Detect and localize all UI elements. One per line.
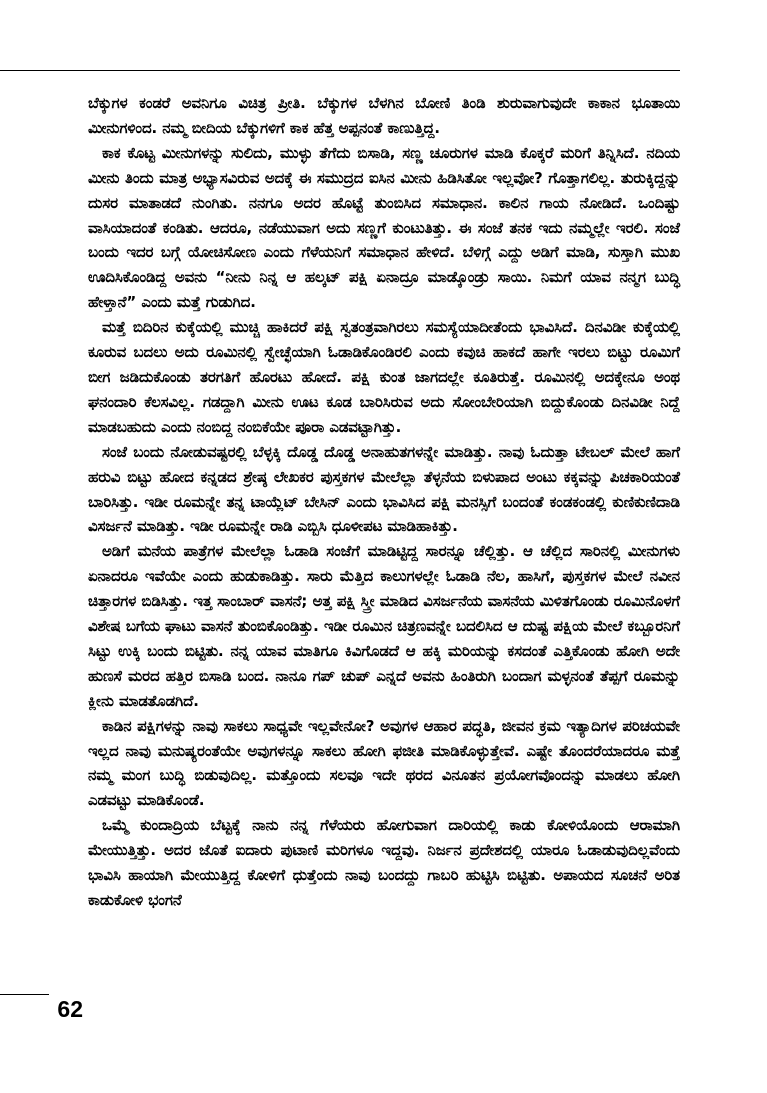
footer-rule	[0, 994, 49, 995]
paragraph: ಸಂಜೆ ಬಂದು ನೋಡುವಷ್ಟರಲ್ಲಿ ಬೆಳ್ಳಕ್ಕಿ ದೊಡ್ಡ ದೊಡ್ಡ ಅನಾಹುತಗಳನ್ನೇ ಮಾಡಿತ್ತು. ನಾವು ಓದುತ್ತಾ ಟೇಬಲ್ ಮೇಲೆ ಹಾಗೆ ಹರುವಿ ಬಿಟ್ಟು ಹೋದ ಕನ್ನಡದ ಶ್ರೇಷ್ಠ ಲೇಖಕರ ಪುಸ್ತಕಗಳ ಮೇಲೆಲ್ಲಾ ತೆಳ್ಳನೆಯ ಬಿಳುಪಾದ ಅಂಟು ಕಕ್ಕವನ್ನು ಪಿಚಕಾರಿಯಂತೆ ಬಾರಿಸಿತ್ತು. ಇಡೀ ರೂಮನ್ನೇ ತನ್ನ ಟಾಯ್ಲೆಟ್ ಬೇಸಿನ್ ಎಂದು ಭಾವಿಸಿದ ಪಕ್ಷಿ ಮನಸ್ಸಿಗೆ ಬಂದಂತೆ ಕಂಡಕಂಡಲ್ಲಿ ಕುಣಿಕುಣಿದಾಡಿ ವಿಸರ್ಜನೆ ಮಾಡಿತ್ತು. ಇಡೀ ರೂಮನ್ನೇ ರಾಡಿ ಎಬ್ಬಿಸಿ ಧೂಳೀಪಟ ಮಾಡಿಹಾಕಿತ್ತು.	[88, 443, 680, 536]
paragraph: ಮತ್ತೆ ಬಿದಿರಿನ ಕುಕ್ಕೆಯಲ್ಲಿ ಮುಚ್ಚಿ ಹಾಕಿದರೆ ಪಕ್ಷಿ ಸ್ವತಂತ್ರವಾಗಿರಲು ಸಮಸ್ಯೆಯಾದೀತೆಂದು ಭಾವಿಸಿದೆ. ದಿನವಿಡೀ ಕುಕ್ಕೆಯಲ್ಲಿ ಕೂರುವ ಬದಲು ಅದು ರೂಮಿನಲ್ಲಿ ಸ್ವೇಚ್ಛೆಯಾಗಿ ಓಡಾಡಿಕೊಂಡಿರಲಿ ಎಂದು ಕವುಚಿ ಹಾಕದೆ ಹಾಗೇ ಇರಲು ಬಿಟ್ಟು ರೂಮಿಗೆ ಬೀಗ ಜಡಿದುಕೊಂಡು ತರಗತಿಗೆ ಹೊರಟು ಹೋದೆ. ಪಕ್ಷಿ ಕುಂತ ಜಾಗದಲ್ಲೇ ಕೂತಿರುತ್ತೆ. ರೂಮಿನಲ್ಲಿ ಅದಕ್ಕೇನೂ ಅಂಥ ಘನಂದಾರಿ ಕೆಲಸವಿಲ್ಲ. ಗಡದ್ದಾಗಿ ಮೀನು ಊಟ ಕೂಡ ಬಾರಿಸಿರುವ ಅದು ಸೋಂಬೇರಿಯಾಗಿ ಬಿದ್ದುಕೊಂಡು ದಿನವಿಡೀ ನಿದ್ದೆ ಮಾಡಬಹುದು ಎಂದು ನಂಬಿದ್ದ ನಂಬಿಕೆಯೇ ಪೂರಾ ಎಡವಟ್ಟಾಗಿತ್ತು.	[88, 319, 680, 436]
paragraph: ಬೆಕ್ಕುಗಳ ಕಂಡರೆ ಅವನಿಗೂ ವಿಚಿತ್ರ ಪ್ರೀತಿ. ಬೆಕ್ಕುಗಳ ಬೆಳಗಿನ ಬೋಣಿ ತಿಂಡಿ ಶುರುವಾಗುವುದೇ ಕಾಕಾನ ಭೂತಾಯಿ ಮೀನುಗಳಿಂದ. ನಮ್ಮ ಬೀದಿಯ ಬೆಕ್ಕುಗಳಿಗೆ ಕಾಕ ಹೆತ್ತ ಅಪ್ಪನಂತೆ ಕಾಣುತ್ತಿದ್ದ.	[88, 95, 680, 137]
header-rule	[0, 70, 680, 71]
paragraph: ಅಡಿಗೆ ಮನೆಯ ಪಾತ್ರೆಗಳ ಮೇಲೆಲ್ಲಾ ಓಡಾಡಿ ಸಂಜೆಗೆ ಮಾಡಿಟ್ಟಿದ್ದ ಸಾರನ್ನೂ ಚೆಲ್ಲಿತ್ತು. ಆ ಚೆಲ್ಲಿದ ಸಾರಿನಲ್ಲಿ ಮೀನುಗಳು ಏನಾದರೂ ಇವೆಯೇ ಎಂದು ಹುಡುಕಾಡಿತ್ತು. ಸಾರು ಮೆತ್ತಿದ ಕಾಲುಗಳಲ್ಲೇ ಓಡಾಡಿ ನೆಲ, ಹಾಸಿಗೆ, ಪುಸ್ತಕಗಳ ಮೇಲೆ ನವೀನ ಚಿತ್ತಾರಗಳ ಬಿಡಿಸಿತ್ತು. ಇತ್ತ ಸಾಂಬಾರ್ ವಾಸನೆ; ಅತ್ತ ಪಕ್ಷಿ ಸ್ತ್ರೀ ಮಾಡಿದ ವಿಸರ್ಜನೆಯ ವಾಸನೆಯ ಮಿಳಿತಗೊಂಡು ರೂಮಿನೊಳಗೆ ವಿಶೇಷ ಬಗೆಯ ಘಾಟು ವಾಸನೆ ತುಂಬಿಕೊಂಡಿತ್ತು. ಇಡೀ ರೂಮಿನ ಚಿತ್ರಣವನ್ನೇ ಬದಲಿಸಿದ ಆ ದುಷ್ಟ ಪಕ್ಷಿಯ ಮೇಲೆ ಕಬ್ಬೂರನಿಗೆ ಸಿಟ್ಟು ಉಕ್ಕಿ ಬಂದು ಬಿಟ್ಟಿತು. ನನ್ನ ಯಾವ ಮಾತಿಗೂ ಕಿವಿಗೊಡದೆ ಆ ಹಕ್ಕಿ ಮರಿಯನ್ನು ಕಸದಂತೆ ಎತ್ತಿಕೊಂಡು ಹೋಗಿ ಅದೇ ಹುಣಸೆ ಮರದ ಹತ್ತಿರ ಬಿಸಾಡಿ ಬಂದ. ನಾನೂ ಗಪ್ ಚುಪ್ ಎನ್ನದೆ ಅವನು ಹಿಂತಿರುಗಿ ಬಂದಾಗ ಮಳ್ಳನಂತೆ ತೆಪ್ಪಗೆ ರೂಮನ್ನು ಕ್ಲೀನು ಮಾಡತೊಡಗಿದೆ.	[88, 543, 680, 710]
paragraph: ಕಾಕ ಕೊಟ್ಟ ಮೀನುಗಳನ್ನು ಸುಲಿದು, ಮುಳ್ಳು ತೆಗೆದು ಬಿಸಾಡಿ, ಸಣ್ಣ ಚೂರುಗಳ ಮಾಡಿ ಕೊಕ್ಕರೆ ಮರಿಗೆ ತಿನ್ನಿಸಿದೆ. ನದಿಯ ಮೀನು ತಿಂದು ಮಾತ್ರ ಅಭ್ಯಾಸವಿರುವ ಅದಕ್ಕೆ ಈ ಸಮುದ್ರದ ಐಸಿನ ಮೀನು ಹಿಡಿಸಿತೋ ಇಲ್ಲವೋ? ಗೊತ್ತಾಗಲಿಲ್ಲ. ತುರುಕ್ಕಿದ್ದನ್ನು ದುಸರ ಮಾತಾಡದೆ ನುಂಗಿತು. ನನಗೂ ಅದರ ಹೊಟ್ಟೆ ತುಂಬಿಸಿದ ಸಮಾಧಾನ. ಕಾಲಿನ ಗಾಯ ನೋಡಿದೆ. ಒಂದಿಷ್ಟು ವಾಸಿಯಾದಂತೆ ಕಂಡಿತು. ಆದರೂ, ನಡೆಯುವಾಗ ಅದು ಸಣ್ಣಗೆ ಕುಂಟುತಿತ್ತು. ಈ ಸಂಜೆ ತನಕ ಇದು ನಮ್ಮಲ್ಲೇ ಇರಲಿ. ಸಂಜೆ ಬಂದು ಇದರ ಬಗ್ಗೆ ಯೋಚಿಸೋಣ ಎಂದು ಗೆಳೆಯನಿಗೆ ಸಮಾಧಾನ ಹೇಳಿದೆ. ಬೆಳಿಗ್ಗೆ ಎದ್ದು ಅಡಿಗೆ ಮಾಡಿ, ಸುಸ್ತಾಗಿ ಮುಖ ಊದಿಸಿಕೊಂಡಿದ್ದ ಅವನು “ನೀನು ನಿನ್ನ ಆ ಹಲ್ಕಟ್ ಪಕ್ಷಿ ಏನಾದ್ರೂ ಮಾಡ್ಕೊಂಡ್ರು ಸಾಯಿ. ನಿಮಗೆ ಯಾವ ನನ್ಮಗ ಬುದ್ಧಿ ಹೇಳ್ತಾನೆ” ಎಂದು ಮತ್ತೆ ಗುಡುಗಿದ.	[88, 144, 680, 312]
paragraph: ಕಾಡಿನ ಪಕ್ಷಿಗಳನ್ನು ನಾವು ಸಾಕಲು ಸಾಧ್ಯವೇ ಇಲ್ಲವೇನೋ? ಅವುಗಳ ಆಹಾರ ಪದ್ಧತಿ, ಜೀವನ ಕ್ರಮ ಇತ್ಯಾದಿಗಳ ಪರಿಚಯವೇ ಇಲ್ಲದ ನಾವು ಮನುಷ್ಯರಂತೆಯೇ ಅವುಗಳನ್ನೂ ಸಾಕಲು ಹೋಗಿ ಫಜೀತಿ ಮಾಡಿಕೊಳ್ಳುತ್ತೇವೆ. ಎಷ್ಟೇ ತೊಂದರೆಯಾದರೂ ಮತ್ತೆ ನಮ್ಮ ಮಂಗ ಬುದ್ಧಿ ಬಿಡುವುದಿಲ್ಲ. ಮತ್ತೊಂದು ಸಲವೂ ಇದೇ ಥರದ ವಿನೂತನ ಪ್ರಯೋಗವೊಂದನ್ನು ಮಾಡಲು ಹೋಗಿ ಎಡವಟ್ಟು ಮಾಡಿಕೊಂಡೆ.	[88, 717, 680, 810]
page-number: 62	[57, 996, 83, 1022]
paragraph: ಒಮ್ಮೆ ಕುಂದಾದ್ರಿಯ ಬೆಟ್ಟಕ್ಕೆ ನಾನು ನನ್ನ ಗೆಳೆಯರು ಹೋಗುವಾಗ ದಾರಿಯಲ್ಲಿ ಕಾಡು ಕೋಳಿಯೊಂದು ಆರಾಮಾಗಿ ಮೇಯುತ್ತಿತ್ತು. ಅದರ ಜೊತೆ ಐದಾರು ಪುಟಾಣಿ ಮರಿಗಳೂ ಇದ್ದವು. ನಿರ್ಜನ ಪ್ರದೇಶದಲ್ಲಿ ಯಾರೂ ಓಡಾಡುವುದಿಲ್ಲವೆಂದು ಭಾವಿಸಿ ಹಾಯಾಗಿ ಮೇಯುತ್ತಿದ್ದ ಕೋಳಿಗೆ ಧುತ್ತೆಂದು ನಾವು ಬಂದದ್ದು ಗಾಬರಿ ಹುಟ್ಟಿಸಿ ಬಿಟ್ಟಿತು. ಅಪಾಯದ ಸೂಚನೆ ಅರಿತ ಕಾಡುಕೋಳಿ ಭಂಗನೆ	[88, 817, 680, 909]
body-text	[88, 92, 680, 914]
